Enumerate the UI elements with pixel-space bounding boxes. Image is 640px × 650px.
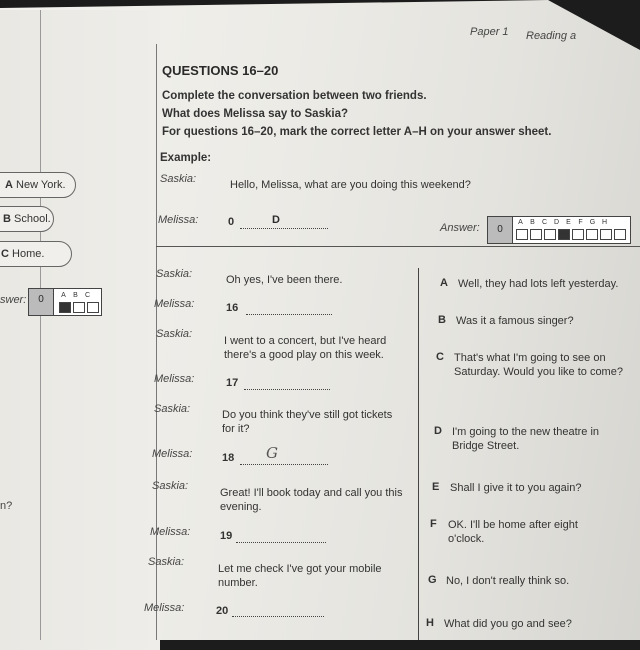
paper-label: Paper 1	[470, 26, 509, 38]
option-e-text: Shall I give it to you again?	[450, 482, 582, 494]
example-answer-box-e[interactable]	[572, 229, 584, 240]
dialogue-speaker-5: Saskia:	[154, 403, 191, 415]
prev-option-c-text: Home.	[12, 248, 45, 260]
example-answer-line	[240, 218, 328, 229]
option-h-text: What did you go and see?	[444, 618, 572, 630]
question-16-number: 16	[226, 302, 239, 314]
example-answer-box	[487, 216, 631, 244]
example-answer-label: Answer:	[440, 222, 480, 234]
option-g-text: No, I don't really think so.	[446, 575, 570, 587]
example-answer-letter-d: D	[553, 219, 560, 226]
option-b-letter: B	[438, 314, 446, 326]
example-answer-box-f[interactable]	[586, 229, 598, 240]
question-20-number: 20	[216, 605, 229, 617]
prev-answer-box-b[interactable]	[73, 302, 85, 313]
prev-option-c	[0, 241, 72, 267]
prev-answer-number: 0	[29, 289, 54, 315]
example-answer-letter-h: H	[601, 219, 608, 226]
question-16-answer-line[interactable]	[246, 304, 332, 315]
example-answer-letter: D	[272, 214, 280, 226]
option-d-text: I'm going to the new theatre in Bridge Street.	[452, 426, 600, 452]
question-17-answer-line[interactable]	[244, 379, 330, 390]
question-17-number: 17	[226, 377, 239, 389]
dialogue-speaker-10: Melissa:	[144, 602, 185, 614]
example-answer-letters	[516, 219, 609, 226]
questions-title: QUESTIONS 16–20	[162, 63, 279, 78]
example-saskia-speaker: Saskia:	[160, 173, 197, 185]
prev-answer-box-c[interactable]	[87, 302, 99, 313]
example-answer-box-a[interactable]	[516, 229, 528, 240]
dialogue-speaker-6: Melissa:	[152, 448, 193, 460]
example-saskia-line: Hello, Melissa, what are you doing this weekend?	[230, 179, 471, 191]
dialogue-speaker-3: Saskia:	[156, 328, 193, 340]
dialogue-speaker-8: Melissa:	[150, 526, 191, 538]
previous-page	[0, 10, 160, 650]
example-answer-box-b[interactable]	[530, 229, 542, 240]
question-20-answer-line[interactable]	[232, 606, 324, 617]
instruction-2: What does Melissa say to Saskia?	[162, 108, 348, 120]
question-19-number: 19	[220, 530, 233, 542]
column-divider	[418, 268, 419, 640]
example-answer-box-g[interactable]	[600, 229, 612, 240]
example-answer-letter-a: A	[518, 219, 523, 226]
dialogue-speaker-2: Melissa:	[154, 298, 195, 310]
prev-answer-letter-c: C	[84, 292, 91, 299]
prev-option-a-text: New York.	[16, 179, 66, 191]
prev-answer-letter-a: A	[61, 292, 66, 299]
prev-option-b	[0, 206, 54, 232]
prev-option-c-letter: C	[1, 248, 9, 260]
section-label: Reading a	[526, 30, 577, 42]
prev-answer-boxes	[59, 302, 99, 313]
prev-answer-box-a[interactable]	[59, 302, 71, 313]
example-answer-letter-c: C	[541, 219, 548, 226]
option-e-letter: E	[432, 481, 440, 493]
example-answer-letter-f: F	[578, 219, 583, 226]
prev-option-b-text: School.	[14, 213, 51, 225]
option-f-letter: F	[430, 518, 437, 530]
option-a-text: Well, they had lots left yesterday.	[458, 278, 619, 290]
example-label: Example:	[160, 152, 212, 164]
dialogue-line-7: Great! I'll book today and call you this evening.	[220, 487, 403, 513]
prev-option-b-letter: B	[3, 213, 11, 225]
prev-option-a-letter: A	[5, 179, 13, 191]
example-answer-letter-e: E	[566, 219, 571, 226]
dialogue-speaker-4: Melissa:	[154, 373, 195, 385]
prev-option-a	[0, 172, 76, 198]
example-answer-box-c[interactable]	[544, 229, 556, 240]
question-18-answer-line[interactable]	[240, 454, 328, 465]
example-answer-letter-g: G	[589, 219, 596, 226]
option-h-letter: H	[426, 617, 434, 629]
page-fold-line	[156, 44, 157, 640]
option-b-text: Was it a famous singer?	[456, 315, 574, 327]
dialogue-speaker-7: Saskia:	[152, 480, 189, 492]
option-c-letter: C	[436, 351, 444, 363]
example-melissa-speaker: Melissa:	[158, 214, 199, 226]
example-answer-box-h[interactable]	[614, 229, 626, 240]
example-number: 0	[228, 216, 235, 228]
question-19-answer-line[interactable]	[236, 532, 326, 543]
example-divider	[156, 246, 640, 247]
dialogue-line-5: Do you think they've still got tickets for it?	[222, 409, 393, 435]
dialogue-line-1: Oh yes, I've been there.	[226, 274, 343, 286]
prev-answer-label: swer:	[0, 294, 27, 306]
example-answer-number: 0	[488, 217, 513, 243]
dialogue-speaker-9: Saskia:	[148, 556, 185, 568]
prev-answer-letter-b: B	[73, 292, 78, 299]
instruction-3: For questions 16–20, mark the correct letter A–H on your answer sheet.	[162, 126, 552, 138]
question-18-handwritten-answer: G	[266, 444, 278, 462]
example-answer-box-d[interactable]	[558, 229, 570, 240]
option-f-text: OK. I'll be home after eight o'clock.	[448, 519, 578, 545]
example-answer-letter-b: B	[530, 219, 535, 226]
dialogue-speaker-1: Saskia:	[156, 268, 193, 280]
dialogue-line-3: I went to a concert, but I've heard there's a good play on this week.	[224, 335, 387, 361]
question-18-number: 18	[222, 452, 235, 464]
prev-page-margin-line	[40, 10, 41, 640]
option-c-text: That's what I'm going to see on Saturday. Would you like to come?	[454, 352, 623, 378]
option-g-letter: G	[428, 574, 437, 586]
option-d-letter: D	[434, 425, 442, 437]
option-a-letter: A	[440, 277, 448, 289]
prev-answer-letters	[59, 292, 92, 299]
example-answer-boxes	[516, 229, 626, 240]
prev-page-fragment: n?	[0, 500, 13, 512]
instruction-1: Complete the conversation between two friends.	[162, 90, 427, 102]
dialogue-line-9: Let me check I've got your mobile number.	[218, 563, 382, 589]
prev-answer-box	[28, 288, 102, 316]
